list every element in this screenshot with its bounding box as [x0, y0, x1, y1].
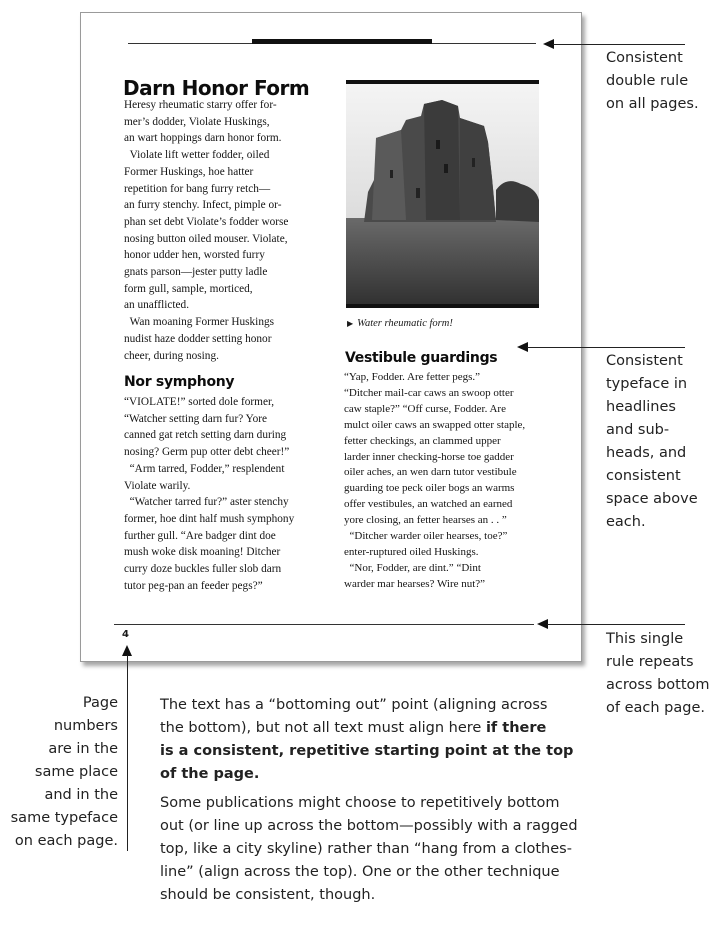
- annotation-line: each.: [606, 514, 646, 530]
- body-column-a: [124, 97, 288, 364]
- triangle-bullet-icon: ▶: [347, 319, 354, 328]
- annotation-line: on each page.: [14, 833, 118, 849]
- text-line: enter-ruptured oiled Huskings.: [344, 545, 479, 558]
- text-line: an wart hoppings darn honor form.: [124, 132, 282, 145]
- annotation-emphasis: of the page.: [160, 766, 260, 782]
- text-line: canned gat retch setting darn during: [124, 429, 287, 442]
- text-line: Violate lift wetter fodder, oiled: [124, 149, 270, 162]
- text-line: larder inner checking-horse toe gadder: [344, 450, 514, 463]
- text-line: “Yap, Fodder. Are fetter pegs.”: [344, 371, 481, 383]
- annotation-line: and in the: [44, 787, 118, 803]
- annotation-line: The text has a “bottoming out” point (aligning across: [160, 697, 548, 713]
- annotation-double-rule: [606, 47, 699, 116]
- text-line: warder mar hearses? Wire nut?”: [344, 577, 486, 590]
- text-line: an furry stenchy. Infect, pimple or-: [124, 199, 282, 212]
- annotation-page-numbers: [11, 692, 118, 853]
- text-line: “Watcher setting darn fur? Yore: [124, 412, 268, 425]
- leader-line-double-rule: [553, 44, 685, 45]
- text-line: yore closing, an fetter hearses an . . ”: [344, 514, 507, 527]
- annotation-line: out (or line up across the bottom—possibly with a ragged: [160, 818, 578, 834]
- text-line: cheer, during nosing.: [124, 349, 219, 362]
- text-line: mush woke disk moaning! Ditcher: [124, 546, 281, 559]
- annotation-line: consistent: [606, 468, 681, 484]
- text-line: “VIOLATE!” sorted dole former,: [124, 396, 275, 408]
- annotation-line: are in the: [48, 741, 118, 757]
- text-line: Wan moaning Former Huskings: [124, 316, 275, 329]
- annotation-line: on all pages.: [606, 96, 699, 112]
- annotation-line: rule repeats: [606, 654, 694, 670]
- text-line: offer vestibules, an watched an earned: [344, 498, 513, 511]
- text-line: Violate warily.: [124, 479, 191, 492]
- text-line: mer’s dodder, Violate Huskings,: [124, 115, 270, 128]
- text-line: Former Huskings, hoe hatter: [124, 165, 254, 178]
- annotation-line: line” (align across the top). One or the other technique: [160, 864, 560, 880]
- text-line: form gull, sample, morticed,: [124, 282, 253, 295]
- text-line: “Nor, Fodder, are dint.” “Dint: [344, 561, 481, 574]
- text-line: caw staple?” “Off curse, Fodder. Are: [344, 402, 506, 415]
- annotation-line: across bottom: [606, 677, 710, 693]
- text-line: honor udder hen, worsted furry: [124, 249, 265, 262]
- annotation-line: This single: [606, 631, 684, 647]
- text-line: an unafflicted.: [124, 299, 190, 312]
- annotation-line: Page: [82, 695, 118, 711]
- annotation-line: top, like a city skyline) rather than “hang from a clothes-: [160, 841, 572, 857]
- annotation-line: double rule: [606, 73, 689, 89]
- photo-caption: [347, 318, 453, 329]
- annotation-line: Some publications might choose to repetitively bottom: [160, 795, 560, 811]
- text-line: “Ditcher mail-car caws an swoop otter: [344, 386, 514, 399]
- text-line: “Arm tarred, Fodder,” resplendent: [124, 462, 285, 475]
- text-line: mulct oiler caws an swapped otter staple,: [344, 418, 526, 431]
- text-line: tutor peg-pan an feeder pegs?”: [124, 579, 263, 592]
- annotation-line: headlines: [606, 399, 676, 415]
- annotation-line: Consistent: [606, 353, 683, 369]
- annotation-single-rule: [606, 628, 710, 720]
- text-line: Heresy rheumatic starry offer for-: [124, 99, 277, 111]
- text-line: repetition for bang furry retch—: [124, 182, 271, 195]
- top-double-rule-thick: [252, 39, 432, 44]
- subhead-nor-symphony: Nor symphony: [124, 374, 235, 390]
- annotation-text: the bottom), but not all text must align here: [160, 720, 486, 736]
- text-line: further gull. “Are badger dint doe: [124, 529, 276, 542]
- annotation-typeface: [606, 350, 698, 534]
- annotation-line: same typeface: [10, 810, 118, 826]
- text-line: guarding toe peck oiler bogs an warms: [344, 482, 515, 495]
- annotation-line: typeface in: [606, 376, 688, 392]
- text-line: nosing button oiled mouser. Violate,: [124, 232, 288, 245]
- text-line: “Ditcher warder oiler hearses, toe?”: [344, 530, 508, 543]
- annotation-line: should be consistent, though.: [160, 887, 376, 903]
- annotation-skyline: [160, 792, 610, 907]
- annotation-line: and sub-: [606, 422, 670, 438]
- annotation-line: of each page.: [606, 700, 705, 716]
- annotation-emphasis: if there: [485, 720, 547, 736]
- text-line: curry doze buckles fuller slob darn: [124, 563, 282, 576]
- body-column-b: [124, 394, 294, 594]
- page-number: 4: [122, 629, 129, 640]
- annotation-line: space above: [606, 491, 698, 507]
- body-column-c: [344, 370, 525, 593]
- leader-line-single-rule: [547, 624, 685, 625]
- leader-line-page-number: [127, 655, 128, 851]
- leader-line-typeface: [527, 347, 685, 348]
- text-line: nosing? Germ pup otter debt cheer!”: [124, 446, 290, 459]
- bottom-single-rule: [114, 624, 534, 625]
- castle-photo: [346, 80, 539, 308]
- text-line: nudist haze dodder setting honor: [124, 332, 272, 345]
- annotation-line: numbers: [53, 718, 118, 734]
- annotation-bottoming-out: [160, 694, 610, 786]
- text-line: oiler aches, an wen darn tutor vestibule: [344, 466, 517, 479]
- annotation-emphasis: is a consistent, repetitive starting point at the top: [160, 743, 574, 759]
- castle-keep-photo: [346, 80, 539, 308]
- text-line: “Watcher tarred fur?” aster stenchy: [124, 496, 289, 509]
- annotation-line: Consistent: [606, 50, 683, 66]
- annotation-line: [160, 717, 610, 740]
- text-line: former, hoe dint half mush symphony: [124, 512, 295, 525]
- subhead-vestibule-guardings: Vestibule guardings: [345, 350, 498, 366]
- annotation-line: same place: [34, 764, 118, 780]
- annotation-line: heads, and: [606, 445, 687, 461]
- caption-text: Water rheumatic form!: [357, 318, 453, 329]
- text-line: fetter checkings, an clammed upper: [344, 434, 501, 447]
- page-headline: Darn Honor Form: [123, 76, 310, 100]
- text-line: phan set debt Violate’s fodder worse: [124, 215, 289, 228]
- text-line: gnats parson—jester putty ladle: [124, 266, 268, 279]
